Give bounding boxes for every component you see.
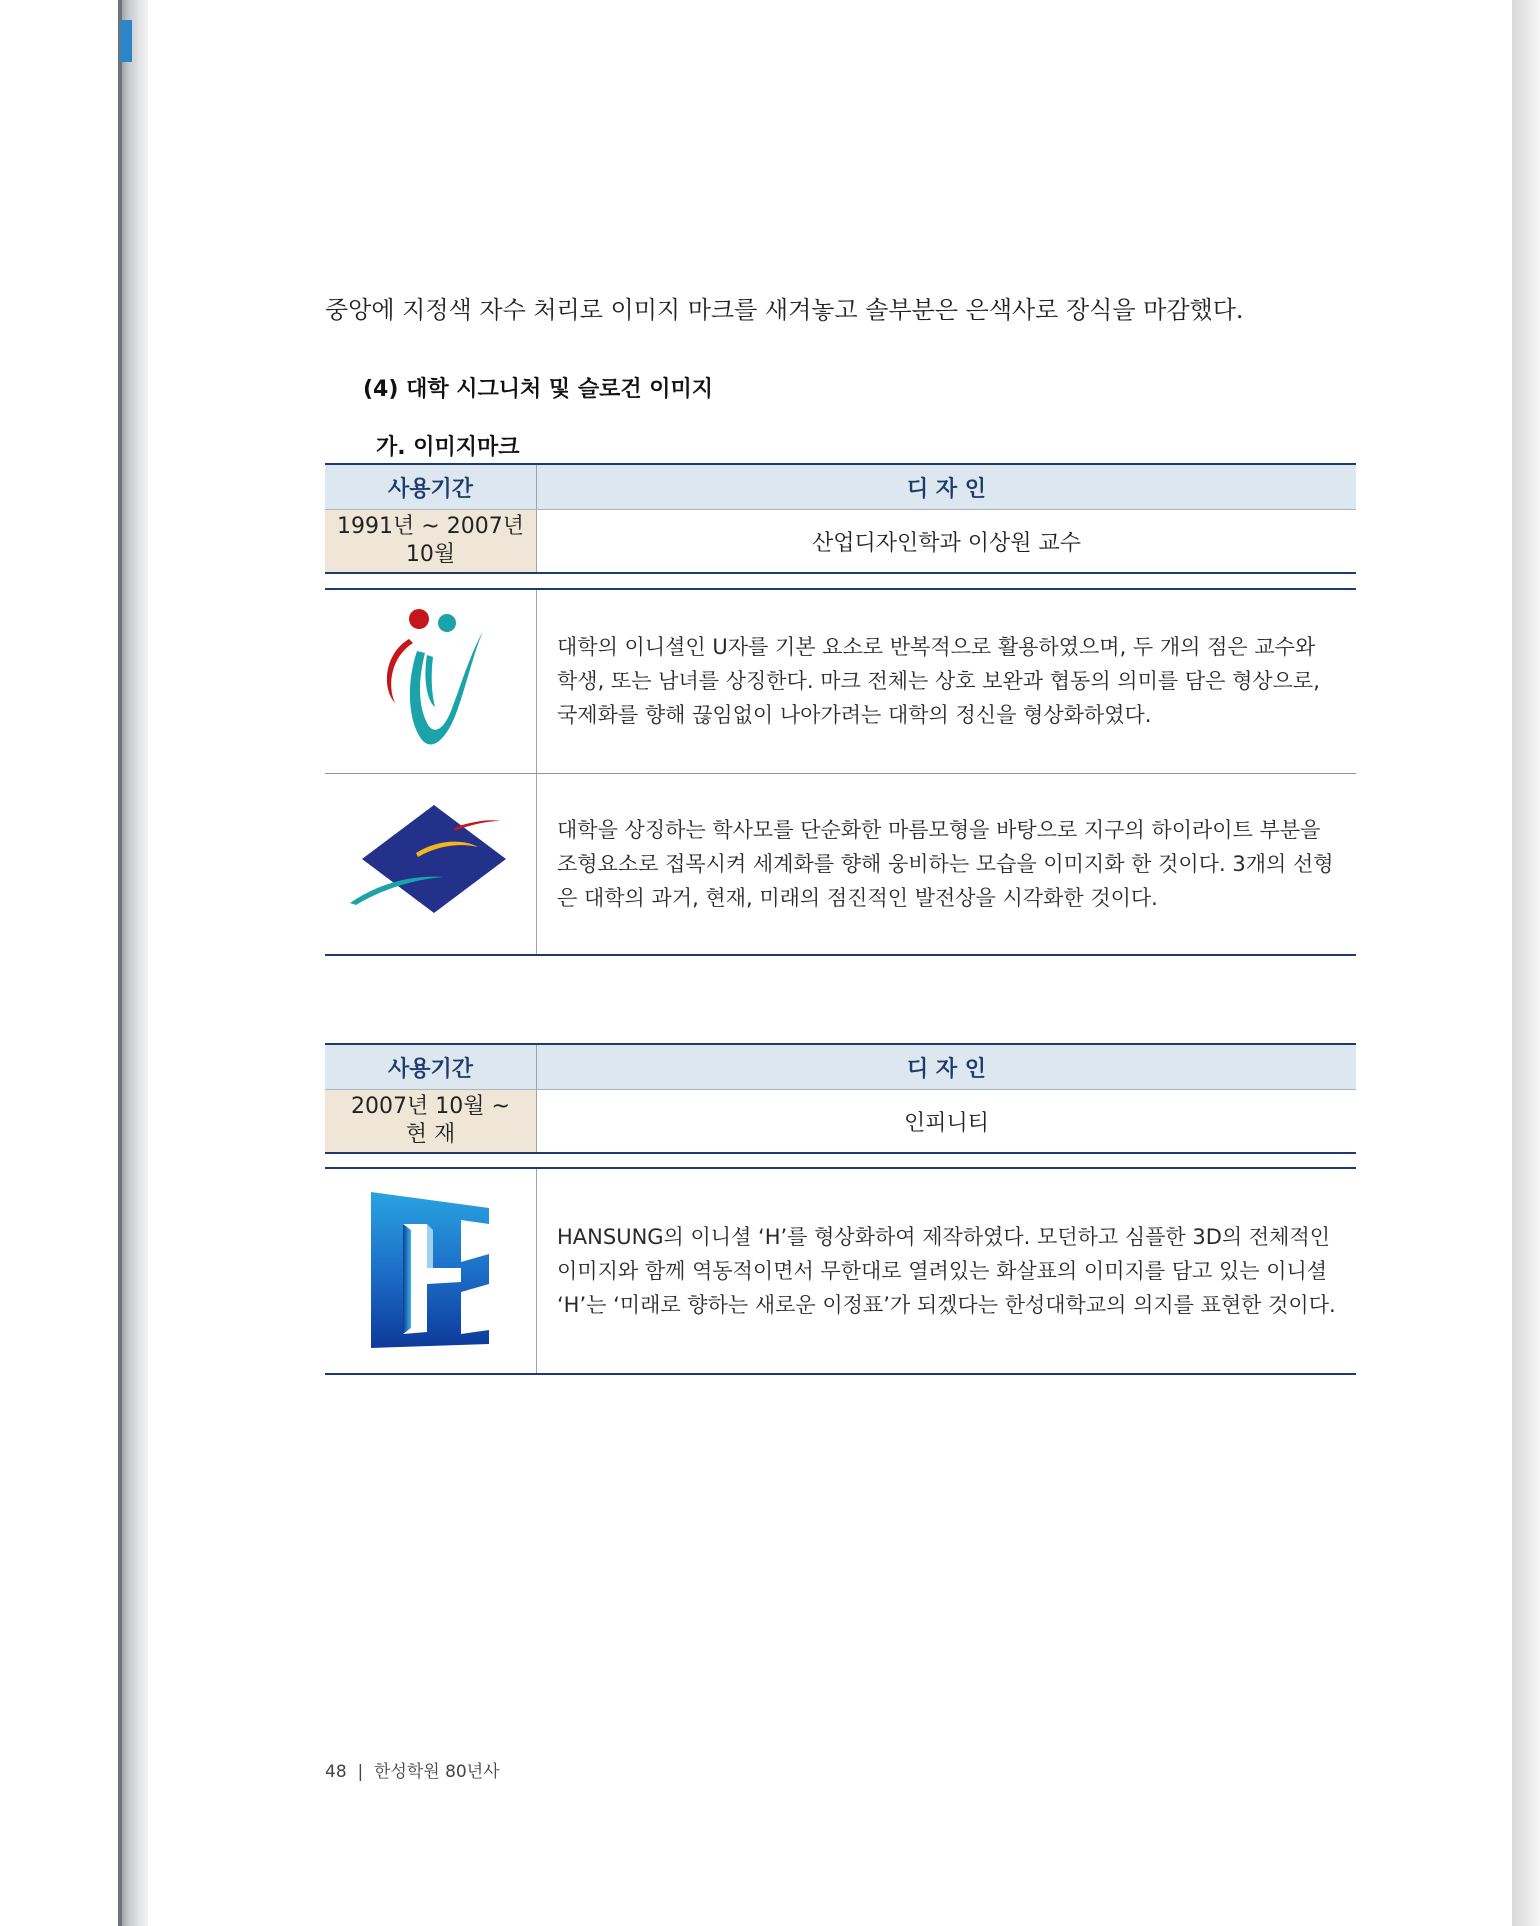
intro-paragraph: 중앙에 지정색 자수 처리로 이미지 마크를 새겨놓고 솔부분은 은색사로 장식을 마감했다. xyxy=(325,296,1244,324)
mark-description: HANSUNG의 이니셜 ‘H’를 형상화하여 제작하였다. 모던하고 심플한 3D의 전체적인 이미지와 함께 역동적이면서 무한대로 열려있는 화살표의 이미지를 담고 있는 이니셜 ‘H’는 ‘미래로 향하는 새로운 이정표’가 되겠다는 한성대학교의 의지를 표현한 것이다. xyxy=(537,1168,1357,1374)
mark-description: 대학을 상징하는 학사모를 단순화한 마름모형을 바탕으로 지구의 하이라이트 부분을 조형요소로 접목시켜 세계화를 향해 웅비하는 모습을 이미지화 한 것이다. 3개의 선형은 대학의 과거, 현재, 미래의 점진적인 발전상을 시각화한 것이다. xyxy=(537,773,1357,955)
subsection-heading: 가. 이미지마크 xyxy=(376,435,520,460)
period-cell xyxy=(325,510,537,574)
book-edge xyxy=(118,0,148,1926)
h-initial-3d-mark-icon xyxy=(361,1184,501,1354)
mark-description: 대학의 이니셜인 U자를 기본 요소로 반복적으로 활용하였으며, 두 개의 점은 교수와 학생, 또는 남녀를 상징한다. 마크 전체는 상호 보완과 협동의 의미를 담은 형상으로, 국제화를 향해 끊임없이 나아가려는 대학의 정신을 형상화하였다. xyxy=(537,589,1357,773)
usage-table-2 xyxy=(325,1043,1356,1154)
design-header: 디 자 인 xyxy=(537,1044,1357,1090)
designer-cell: 인피니티 xyxy=(537,1090,1357,1154)
book-spine-line xyxy=(118,0,122,1926)
section-heading: (4) 대학 시그니처 및 슬로건 이미지 xyxy=(363,377,713,402)
period-header: 사용기간 xyxy=(325,1044,537,1090)
footer-separator: | xyxy=(357,1762,364,1782)
design-header: 디 자 인 xyxy=(537,464,1357,510)
u-initial-mark-icon xyxy=(361,599,501,759)
period-header: 사용기간 xyxy=(325,464,537,510)
period-line: 1991년 ~ 2007년 xyxy=(337,514,524,539)
period-line: 2007년 10월 ~ xyxy=(351,1094,510,1119)
mark-description-table-2 xyxy=(325,1167,1356,1375)
mark-description-table-1 xyxy=(325,588,1356,956)
page-footer xyxy=(325,1757,500,1782)
period-cell xyxy=(325,1090,537,1154)
page-shadow xyxy=(1512,0,1540,1926)
designer-cell: 산업디자인학과 이상원 교수 xyxy=(537,510,1357,574)
period-line: 10월 xyxy=(405,542,456,567)
bookmark-tab xyxy=(120,20,132,62)
page-number: 48 xyxy=(325,1762,347,1782)
page xyxy=(148,0,1512,1926)
usage-table-1 xyxy=(325,463,1356,574)
period-line: 현 재 xyxy=(405,1122,456,1147)
book-title: 한성학원 80년사 xyxy=(374,1762,500,1782)
academic-cap-diamond-mark-icon xyxy=(346,797,516,927)
